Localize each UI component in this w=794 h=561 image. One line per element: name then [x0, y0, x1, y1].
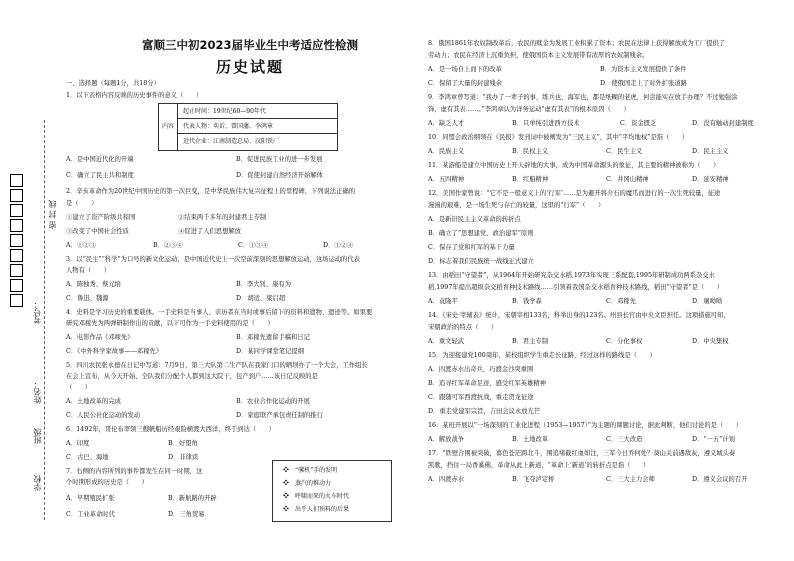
q9-stem-cont: 饰，虚有其表……。”李鸿章认为洋务运动“虚有其表”的根本原因（ ）: [428, 106, 630, 113]
q11-stem: 11．某游船是建立中国历史上开天辟地的大事，成为中国革命源头的象征，其主要的精神被称为（ ）: [428, 162, 720, 169]
q4-option-a[interactable]: A．电影作品《邓稼先》: [66, 334, 134, 341]
q3-option-a[interactable]: A．陈独秀、蔡元培: [66, 281, 121, 288]
q17-option-d[interactable]: D．遵义会议的召开: [692, 476, 748, 483]
q6-option-b[interactable]: B．好望角: [168, 440, 198, 447]
q16-option-c[interactable]: C．三大改造: [606, 436, 643, 443]
q6-stem: 6．1492年，哥伦布率领三艘帆船历经艰险横渡大西洋，终于到达（ ）: [66, 426, 275, 433]
q15-option-a[interactable]: A．四渡赤水出奇兵，巧渡金沙突重围: [428, 366, 534, 373]
name-label: 姓名：: [33, 380, 42, 404]
q7-event-box: [272, 460, 392, 522]
q1-option-a[interactable]: A．是中国近代化的开端: [66, 156, 134, 163]
q5-option-c[interactable]: C．人民公社化运动的发动: [66, 412, 141, 419]
q2-option-a[interactable]: A．①②③: [66, 242, 96, 249]
q13-stem-cont: 稻,1997年提出超级杂交稻育种技术路线……引领着我国杂交水稻育种技术路线，稻田“守望者”是（ ）: [428, 284, 724, 291]
exam-title: 富顺三中初2023届毕业生中考适应性检测: [141, 38, 358, 52]
q2-statement: ④促进了人们思想解放: [178, 228, 241, 235]
q8-option-d[interactable]: D．使俄国走上了对外扩张道路: [600, 80, 687, 87]
q14-stem: 14．《宋史·宰辅表》统计，宋朝宰相133名，科举出身的123名。州县长官由中央文臣担任。这项措施可知，: [428, 312, 730, 319]
q10-option-b[interactable]: B．民权主义: [512, 148, 549, 155]
q2-stem-cont: 是（ ）: [66, 200, 98, 207]
q3-option-d[interactable]: D．胡适、梁启超: [236, 295, 286, 302]
q10-option-c[interactable]: C．民生主义: [606, 148, 643, 155]
q7-event: ❖ 呼啸而来的火车时代: [283, 493, 350, 500]
q6-option-c[interactable]: C．古巴、海地: [66, 454, 109, 461]
q1-table-row: 近代企业：江南制造总局、汉阳铁厂: [183, 138, 280, 145]
q11-option-d[interactable]: D．延安精神: [692, 176, 729, 183]
q1-option-d[interactable]: D．促使封建自然经济开始解体: [236, 172, 323, 179]
q14-option-a[interactable]: A．重文轻武: [428, 338, 465, 345]
q1-option-c[interactable]: C．确立了民主共和制度: [66, 172, 134, 179]
seal-line-label: 密 封 线: [48, 200, 57, 230]
q3-stem-cont: 人物有（ ）: [66, 267, 111, 274]
q12-stem-cont: 漫漫的艰难，是一场生死与存亡的较量，这里的“行军”（ ）: [428, 202, 605, 209]
q2-statement: ③改变了中国社会性质: [66, 228, 129, 235]
q17-option-a[interactable]: A．四渡赤水: [428, 476, 465, 483]
q2-option-c[interactable]: C．①③④: [238, 242, 269, 249]
q7-event: ❖ 蒸汽的推动力: [283, 480, 332, 487]
q1-option-b[interactable]: B．促进民族工业的进一步发展: [236, 156, 323, 163]
q13-option-c[interactable]: C．邓稼先: [606, 298, 637, 305]
q2-option-b[interactable]: B．②③④: [153, 242, 183, 249]
q7-option-c[interactable]: C．工业革命时代: [66, 511, 115, 518]
q16-option-d[interactable]: D．“一五”计划: [692, 436, 735, 443]
q4-option-b[interactable]: B．邓稼先遗留手稿和日记: [236, 334, 310, 341]
q9-option-b[interactable]: B．只单纯引进西方技术: [512, 120, 580, 127]
q2-stem: 2．辛亥革命作为20世纪中国历史的第一次巨变，是中华民族伟大复兴征程上的里程碑，下列说法正确的: [66, 188, 356, 195]
q14-option-d[interactable]: D．中央集权: [692, 338, 729, 345]
q7-option-b[interactable]: B．新航路的开辟: [168, 495, 217, 502]
q8-option-b[interactable]: B．为资本主义发展提供了条件: [600, 66, 687, 73]
q7-option-a[interactable]: A．早期殖民扩张: [66, 495, 115, 502]
q4-option-d[interactable]: D．某同学课堂笔记提纲: [236, 348, 305, 355]
q12-option-c[interactable]: C．保存了党和红军的基干力量: [428, 244, 515, 251]
q8-stem: 8．俄国1861年农奴制改革后，农民的赎金为发展工业积累了资本；农民在法律上获得解放成为工厂提供了: [428, 40, 726, 47]
q12-stem: 12．美国作家曾说：“它不是一般意义上的‘行军’……是为避开将介石的魔爪而进行的一次生死较量，征途: [428, 190, 721, 197]
q12-option-a[interactable]: A．是新旧民主主义革命的转折点: [428, 216, 521, 223]
school-label: 学校: [33, 475, 42, 491]
subject-title: 历史试题: [215, 58, 284, 76]
q5-stem-cont: （ ）: [66, 384, 92, 391]
q17-option-b[interactable]: B．飞夺泸定桥: [512, 476, 555, 483]
q16-stem: 16．某班开展以“一场深刻的工业化进程（1953—1957）”为主题的课题讨论，据此判断，他们讨论的是（ ）: [428, 422, 743, 429]
q15-stem: 15．为迎接建党100周年，某校组织学生重走长征路，经过这样的路线是（ ）: [428, 352, 656, 359]
q5-option-a[interactable]: A．土地改革的完成: [66, 398, 121, 405]
q8-stem-cont: 劳动力；农民在经济上沉重负担，使俄国资本主义发展带有浓厚的农奴制残余。: [428, 52, 649, 59]
q13-option-d[interactable]: D．屠呦呦: [692, 298, 723, 305]
q4-option-c[interactable]: C．《中外科学家故事——邓稼先》: [66, 348, 163, 355]
q4-stem-cont: 研究邓稼先为两弹研制作出的贡献，以下可作为一手史料使用的是（ ）: [66, 320, 274, 327]
section-heading: 一、选择题（每题1分，共18分）: [66, 80, 160, 87]
q6-option-a[interactable]: A．印度: [66, 440, 90, 447]
q8-option-a[interactable]: A．是一场自上而下的改革: [428, 66, 502, 73]
q7-stem: 7．右侧的内容所列的事件都发生在同一时期，这: [66, 468, 203, 475]
q11-option-a[interactable]: A．五四精神: [428, 176, 465, 183]
barcode-boxes: [10, 174, 24, 309]
q5-option-d[interactable]: D．家庭联产承包责任制的推行: [236, 412, 323, 419]
q3-option-b[interactable]: B．李大钊、康有为: [236, 281, 292, 288]
q1-table: [158, 103, 338, 151]
q3-stem: 3．以“民主”“科学”为口号的新文化运动，是中国近代史上一次空前深刻的思想解放运动，这场运动的代表: [66, 256, 360, 263]
binding-margin: [0, 0, 58, 561]
q8-option-c[interactable]: C．保留了大量的封建残余: [428, 80, 503, 87]
q2-option-d[interactable]: D．①②④: [323, 242, 354, 249]
q14-stem-cont: 宋朝政治的特点（ ）: [428, 324, 498, 331]
q15-option-b[interactable]: B．追寻红军革命足迹，感受红军英雄精神: [428, 380, 546, 387]
q6-option-d[interactable]: D．非律宾: [168, 454, 199, 461]
q7-event: ❖ “骡机”手的发明: [283, 467, 338, 474]
q16-option-a[interactable]: A．解放战争: [428, 436, 465, 443]
q17-stem-cont: 凯歌，挡住一局香奚佛，革命从此上新道，“革命上‘新道’的转折点是指（ ）: [428, 462, 650, 469]
q9-option-d[interactable]: D．没有触动封建制度: [692, 120, 754, 127]
seal-line: [44, 120, 45, 520]
q11-option-b[interactable]: B．红船精神: [512, 176, 549, 183]
q5-option-b[interactable]: B．农业合作化运动的开展: [236, 398, 310, 405]
class-label: 班级: [33, 428, 42, 444]
q9-option-c[interactable]: C．资金匮乏: [620, 120, 657, 127]
q14-option-b[interactable]: B．君主专制: [512, 338, 549, 345]
q12-option-b[interactable]: B．确立了“思想建党、政治建军”原则: [428, 230, 534, 237]
q4-stem: 4．史料是学习历史的重要载体。一手史料是当事人、亲历者在当时或事后留下的资料和遗物、遗迹等。如果要: [66, 309, 373, 316]
q13-option-a[interactable]: A．袁隆平: [428, 298, 458, 305]
q12-option-d[interactable]: D．标志着我们民族统一战线正式建立: [428, 258, 534, 265]
q5-stem: 5．四川农民张永德在日记中写道：7月9日，第三大队第二生产队在我家门口的晒坝办了一个大会，工作组长: [66, 362, 368, 369]
q10-stem: 10．同盟会政治纲领在《民报》发刊词中被阐发为“三民主义”，其中“平均地权”是指（ ）: [428, 134, 689, 141]
q1-stem: 1．以下表格内容反映的历史事件的意义（ ）: [66, 92, 203, 99]
q1-table-row: 起止时间：19世纪60—90年代: [177, 104, 337, 119]
q10-option-d[interactable]: D．民主主义: [692, 148, 729, 155]
q15-option-c[interactable]: C．跟随可军西渡抗战，重走贺龙征途: [428, 394, 534, 401]
q16-option-b[interactable]: B．土地改革: [512, 436, 549, 443]
q3-option-c[interactable]: C．鲁迅、魏源: [66, 295, 109, 302]
q13-stem: 13．由稻田“守望者”，从1964年开始研究杂交水稻,1973年实现三系配套,1995年研制成功两系杂交水: [428, 272, 715, 279]
exam-no-label: 考号：: [33, 300, 42, 324]
q9-stem: 9．李鸿章曾写道：“我办了一辈子的事，练兵也，海军也，都是纸糊的老虎，何尝能实在放手办理？不过勉强涂: [428, 94, 738, 101]
q7-option-d[interactable]: D．三角贸易: [168, 511, 205, 518]
q7-stem-cont: 个时期形成的历史是（ ）: [66, 479, 148, 486]
q1-table-row: 代表人物：奕䜣、曾国藩、李鸿章: [177, 119, 337, 134]
q7-event: ❖ 出乎人们预料的后果: [283, 506, 350, 513]
q9-option-a[interactable]: A．缺乏人才: [428, 120, 465, 127]
q1-table-head: 内容: [159, 104, 178, 150]
q17-option-c[interactable]: C．三大主力会师: [606, 476, 655, 483]
q2-statement: ①建立了资产阶级共和国: [66, 214, 136, 221]
q14-option-c[interactable]: C．分化事权: [606, 338, 643, 345]
q5-stem-cont: 在会上宣布，从今天开始，全队我们分配个人都到这大院干，包产到户……该日记反映的是: [66, 373, 318, 380]
q11-option-c[interactable]: C．井冈山精神: [606, 176, 649, 183]
q10-option-a[interactable]: A．民族主义: [428, 148, 465, 155]
q13-option-b[interactable]: B．钱学森: [512, 298, 542, 305]
q2-statement: ②结束两千多年的封建君主专制: [178, 214, 267, 221]
q15-option-d[interactable]: D．重走党建军宗旨，吉田会议永放光芒: [428, 408, 541, 415]
q17-stem: 17．“铁壁合围被突破，暮色苍茫跨北斗，围追堵截红血如注，三军今日乔何处？葵山关前遇敌灰，遵义城头奏: [428, 450, 736, 457]
